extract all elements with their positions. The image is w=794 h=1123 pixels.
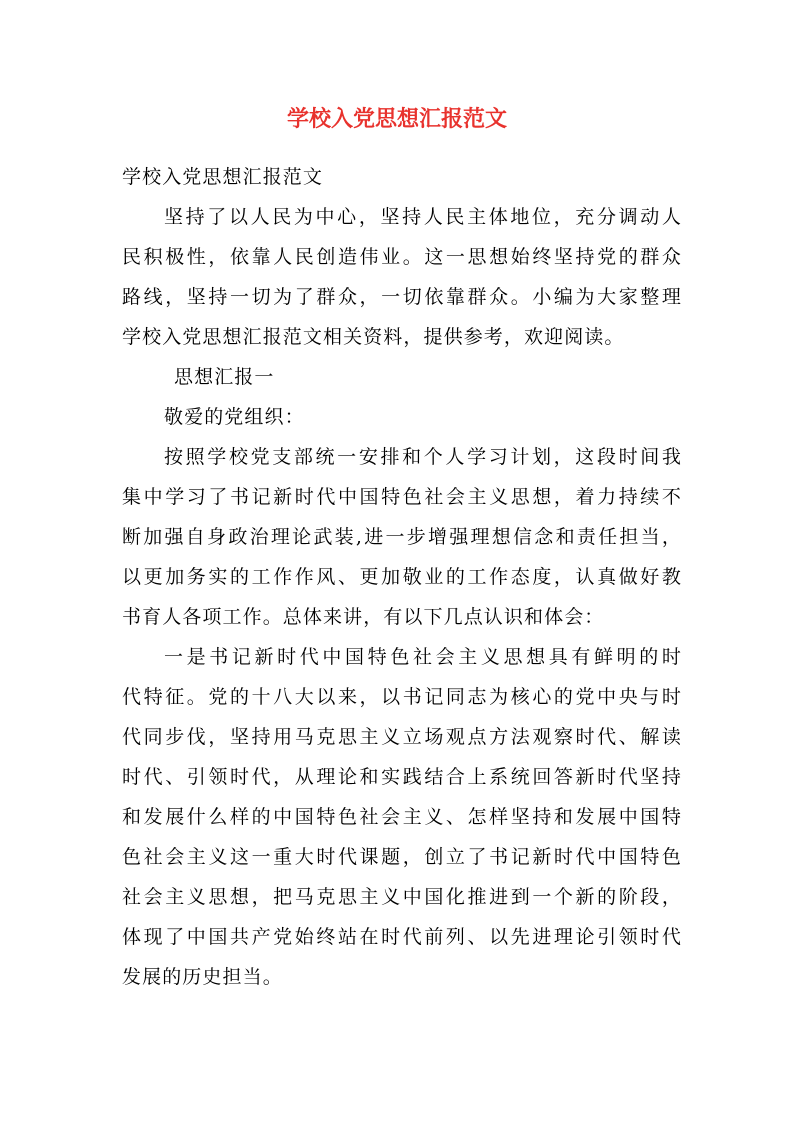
paragraph-line: 代特征。党的十八大以来，以书记同志为核心的党中央与时: [122, 686, 682, 708]
document-title: 学校入党思想汇报范文: [286, 106, 507, 132]
paragraph-line: 路线，坚持一切为了群众，一切依靠群众。小编为大家整理: [122, 286, 682, 308]
paragraph-line: 以更加务实的工作作风、更加敬业的工作态度，认真做好教: [122, 566, 682, 588]
paragraph-line: 集中学习了书记新时代中国特色社会主义思想，着力持续不: [122, 486, 682, 508]
paragraph-line: 发展的历史担当。: [122, 966, 283, 988]
paragraph-line: 坚持了以人民为中心，坚持人民主体地位，充分调动人: [164, 206, 682, 228]
paragraph-line: 按照学校党支部统一安排和个人学习计划，这段时间我: [164, 446, 682, 468]
paragraph-line: 书育人各项工作。总体来讲，有以下几点认识和体会：: [122, 606, 605, 628]
paragraph-line: 体现了中国共产党始终站在时代前列、以先进理论引领时代: [122, 926, 682, 948]
paragraph-line: 色社会主义这一重大时代课题，创立了书记新时代中国特色: [122, 846, 682, 868]
section-heading: 思想汇报一: [174, 366, 275, 388]
paragraph-line: 民积极性，依靠人民创造伟业。这一思想始终坚持党的群众: [122, 246, 682, 268]
subtitle-line: 学校入党思想汇报范文: [122, 166, 324, 188]
paragraph-line: 时代、引领时代，从理论和实践结合上系统回答新时代坚持: [122, 766, 682, 788]
paragraph-line: 学校入党思想汇报范文相关资料，提供参考，欢迎阅读。: [122, 326, 625, 348]
paragraph-line: 一是书记新时代中国特色社会主义思想具有鲜明的时: [164, 646, 682, 668]
paragraph-line: 社会主义思想，把马克思主义中国化推进到一个新的阶段，: [122, 886, 682, 908]
document-body: [122, 157, 682, 997]
paragraph-line: 和发展什么样的中国特色社会主义、怎样坚持和发展中国特: [122, 806, 682, 828]
salutation-line: 敬爱的党组织：: [164, 406, 305, 428]
paragraph-line: 断加强自身政治理论武装,进一步增强理想信念和责任担当，: [122, 526, 682, 548]
paragraph-line: 代同步伐，坚持用马克思主义立场观点方法观察时代、解读: [122, 726, 682, 748]
